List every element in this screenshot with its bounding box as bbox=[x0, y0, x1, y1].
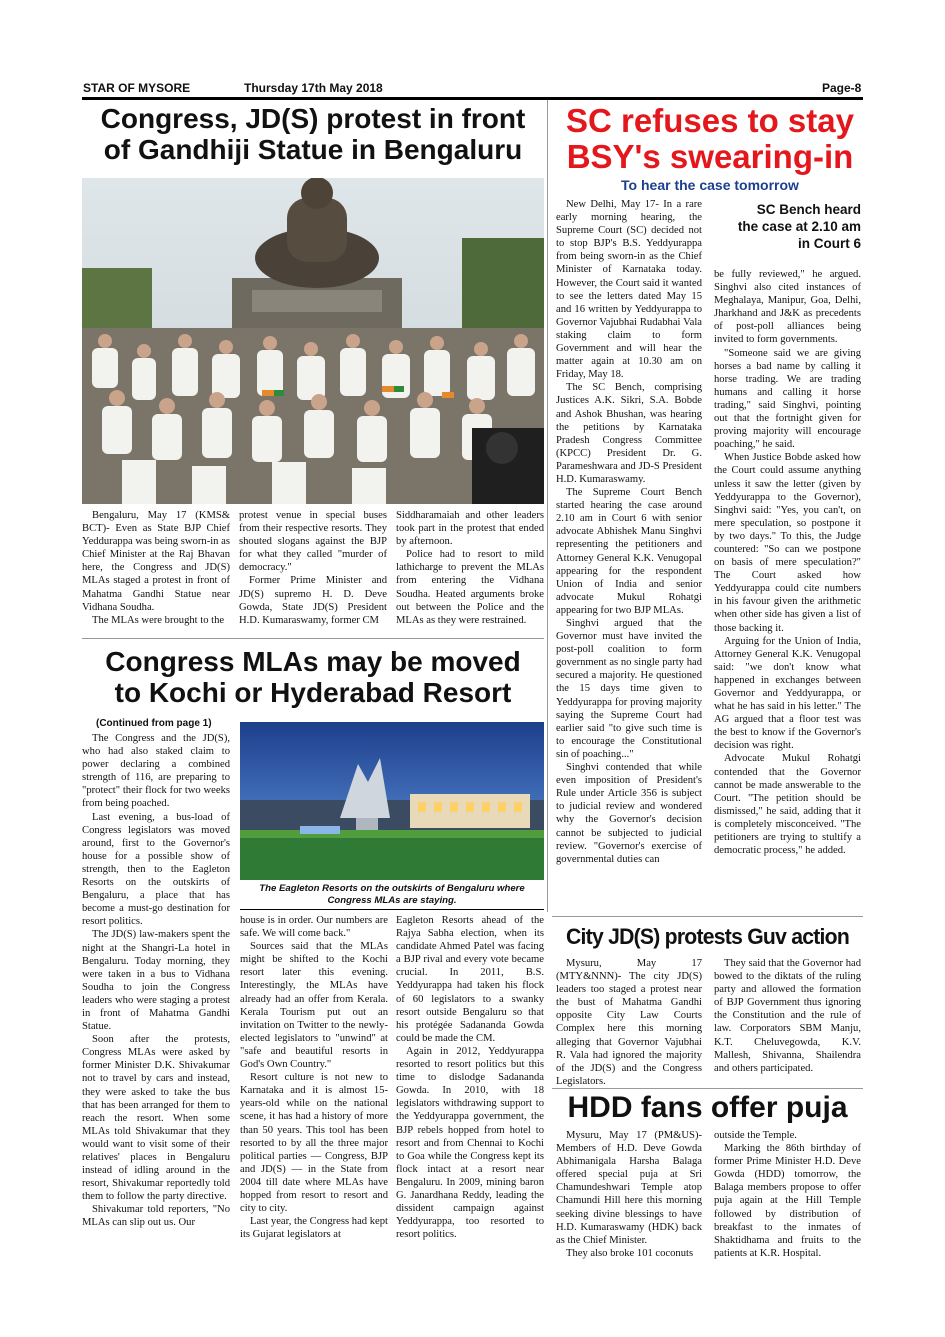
sc-col2-p5: Advocate Mukul Rohatgi contended that the Governor cannot be made answerable to the Court. "The petition should be dismissed," he said, adding that it is completely misconceived. "The petitioners are trying to stultify a democratic process," he added. bbox=[714, 753, 861, 857]
masthead-rule bbox=[82, 97, 863, 100]
sc-box-line2: the case at 2.10 am bbox=[737, 219, 861, 234]
resort-col2-p1: house is in order. Our numbers are safe. We will come back." bbox=[240, 915, 388, 940]
resort-col1-p4: Soon after the protests, Congress MLAs were asked by former Minister D.K. Shivakumar not to travel by cars and instead, they were asked to take the bus that has been arranged for them to reach the resort. When some MLAs told Shivakumar that they would want to visit some of their relatives' places in Bengaluru instead of idling around in the resort, Shivakumar reportedly told them to follow the party directive. bbox=[82, 1034, 230, 1203]
sc-column-1 bbox=[556, 198, 702, 866]
city-bottom-rule bbox=[552, 1088, 863, 1089]
sc-headline-line1: SC refuses to stay bbox=[566, 102, 854, 139]
column-divider bbox=[547, 100, 548, 912]
gandhi-col2-p2: Former Prime Minister and JD(S) supremo H. D. Deve Gowda, State JD(S) President H.D. Kumaraswamy, former CM bbox=[239, 575, 387, 626]
resort-col1-p3: The JD(S) law-makers spent the night at the Shangri-La hotel in Bengaluru. Today morning, they were taken in a bus to Vidhana Soudha to join the Congress leaders who were staging a protest in front of Mahatma Gandhi Statue. bbox=[82, 929, 230, 1033]
resort-col1-p1: The Congress and the JD(S), who had also staked claim to power declaring a combined strength of 116, are preparing to "protect" their flock for two weeks from being poached. bbox=[82, 733, 230, 810]
gandhi-column-2 bbox=[239, 509, 387, 627]
resort-photo-caption bbox=[240, 883, 544, 907]
resort-caption-line2: Congress MLAs are staying. bbox=[327, 895, 457, 906]
resort-headline bbox=[82, 646, 544, 709]
resort-column-3 bbox=[396, 914, 544, 1241]
gandhi-col1-p2: The MLAs were brought to the bbox=[92, 614, 225, 626]
gandhi-col2-p1: protest venue in special buses from their respective resorts. They shouted slogans against the BJP for what they called "murder of democracy." bbox=[239, 510, 387, 574]
resort-col2-p2: Sources said that the MLAs might be shifted to the Kochi resort later this evening. Interestingly, the MLAs have already had an offer from Kerala. Kerala Tourism put out an invitation on Twitter to the newly-elected legislators to "unwind" at "safe and beautiful resorts in God's Own Country." bbox=[240, 941, 388, 1071]
hdd-headline: HDD fans offer puja bbox=[567, 1091, 848, 1124]
eagleton-resort-photo bbox=[240, 722, 544, 880]
gandhi-headline bbox=[82, 103, 544, 166]
resort-col2-p4: Last year, the Congress had kept its Gujarat legislators at bbox=[240, 1216, 388, 1241]
resort-col3-p1: Eagleton Resorts ahead of the Rajya Sabha election, when its candidate Ahmed Patel was facing a BJP rival and every vote became crucial. In 2011, B.S. Yeddyurappa had taken his flock of 60 legislators to a swanky resort outside Bengaluru so that his protégée Sadananda Gowda could be made the CM. bbox=[396, 915, 544, 1044]
issue-date: Thursday 17th May 2018 bbox=[244, 81, 383, 95]
gandhi-headline-line1: Congress, JD(S) protest in front bbox=[100, 103, 526, 134]
gandhi-column-1 bbox=[82, 509, 230, 627]
city-column-1 bbox=[556, 957, 702, 1088]
city-headline: City JD(S) protests Guv action bbox=[566, 924, 849, 949]
sc-col2-p4: Arguing for the Union of India, Attorney General K.K. Venugopal said: "we don't know what happened in exchanges between Governor and Yeddyurappa, or what he has said in his letter." The AG argued that a floor test was the best to know if the Governor's decision was right. bbox=[714, 635, 861, 752]
hdd-column-1 bbox=[556, 1129, 702, 1260]
sc-col1-p1: New Delhi, May 17- In a rare early morning hearing, the Supreme Court (SC) decided not to stop BJP's B.S. Yeddyurappa from being sworn-in as the Chief Minister of Karnataka today. However, the Court said it wanted to see the letters dated May 15 and 16 written by Yeddyurappa to Governor Vajubhai Rudabhai Vala staking claim to form Government and will hear the matter again at 10.30 am on Friday, May 18. bbox=[556, 199, 702, 381]
resort-col3-p2: Again in 2012, Yeddyurappa resorted to resort politics but this time to dislodge Sadananda Gowda. In 2010, with 18 legislators withdrawing support to the Yeddyurappa government, the BJP rebels hopped from hotel to resort and from Chennai to Kochi to Goa while the Congress kept its flock intact at a resort near Bengaluru. In 2009, mining baron G. Janardhana Reddy, leading the dissident campaign against Yeddyurappa, too resorted to resort politics. bbox=[396, 1045, 544, 1241]
hdd-col2-p1: outside the Temple. bbox=[714, 1130, 797, 1141]
sc-col1-p5: Singhvi contended that while even imposition of President's Rule under Article 356 is subject to judicial review and wondered why the Governor's decision cannot be subjected to judicial review. "Governor's exercise of governmental duties can bbox=[556, 762, 702, 865]
gandhi-statue-protest-photo bbox=[82, 178, 544, 504]
sc-bottom-rule bbox=[552, 916, 863, 917]
sc-box-heading bbox=[714, 201, 861, 252]
city-col2-p1: They said that the Governor had bowed to the diktats of the ruling party and allowed the formation of BJP Government thus ignoring the Constitution and the rule of law. Corporators SBM Manju, K.T. Cheluvegowda, K.V. Mallesh, Shivanna, Shailendra and others participated. bbox=[714, 958, 861, 1074]
city-col1-p1: Mysuru, May 17 (MTY&NNN)- The city JD(S) leaders too staged a protest near the bust of Mahatma Gandhi opposite City Law Courts Complex here this morning alleging that Governor Vajubhai R. Vala had ignored the majority of the JD(S) and the Congress Legislators. bbox=[556, 958, 702, 1087]
page-number: Page-8 bbox=[822, 81, 862, 95]
resort-headline-line2: to Kochi or Hyderabad Resort bbox=[114, 677, 512, 709]
sc-column-2 bbox=[714, 268, 861, 857]
sc-col1-p4: Singhvi argued that the Governor must have invited the post-poll coalition to form government as no single party had secured a majority. He questioned the 15 days time given to Yeddyurappa for proving majority saying the Supreme Court had earlier said "to give such time is to encourage the Constitutional sin of poaching..." bbox=[556, 618, 702, 760]
hdd-col1-p1: Mysuru, May 17 (PM&US)- Members of H.D. Deve Gowda Abhimanigala Harsha Balaga offered special puja at Sri Chamundeshwari Temple atop Chamundi Hill here this morning seeking divine blessings to have H.D. Kumaraswamy (HDK) back as the Chief Minister. bbox=[556, 1130, 702, 1246]
section-divider bbox=[82, 638, 544, 639]
caption-rule bbox=[240, 909, 544, 910]
sc-col2-p3: When Justice Bobde asked how the Court could assume anything unless it saw the letter (given by Yeddyurappa to the Governor), Singhvi said: "Yes, you can't, on mere speculation, so postpone it by two days." To this, the Judge countered: "So can we postpone on basis of mere speculation?" The Court asked how Yeddyurappa could cite numbers in his favour given the arithmetic when other side has given a list of those backing it. bbox=[714, 452, 861, 634]
resort-column-2 bbox=[240, 914, 388, 1241]
hdd-col1-p2: They also broke 101 coconuts bbox=[566, 1247, 694, 1259]
city-column-2 bbox=[714, 957, 861, 1075]
sc-subhead: To hear the case tomorrow bbox=[621, 177, 799, 193]
gandhi-col3-p1: Siddharamaiah and other leaders took part in the protest that ended by afternoon. bbox=[396, 510, 544, 548]
paper-name: STAR OF MYSORE bbox=[83, 81, 191, 95]
gandhi-column-3 bbox=[396, 509, 544, 627]
continued-note: (Continued from page 1) bbox=[96, 718, 212, 729]
hdd-col2-p2: Marking the 86th birthday of former Prime Minister H.D. Deve Gowda (HDD) tomorrow, the Balaga members propose to offer puja again at the Hill Temple followed by distribution of breakfast to the inmates of Shaktidhama and fruits to the patients at K.R. Hospital. bbox=[714, 1143, 861, 1259]
resort-col1-p5: Shivakumar told reporters, "No MLAs can slip out us. Our bbox=[82, 1204, 230, 1229]
sc-headline-line2: BSY's swearing-in bbox=[566, 138, 854, 175]
hdd-column-2 bbox=[714, 1129, 861, 1260]
sc-col1-p2: The SC Bench, comprising Justices A.K. Sikri, S.A. Bobde and Ashok Bhushan, was hearing the petitions by Karnataka Pradesh Congress Committee (KPCC) President Dr. G. Parameshwara and JD-S President H.D. Kumaraswamy. bbox=[556, 382, 702, 485]
sc-box-line3: in Court 6 bbox=[798, 236, 861, 251]
sc-box-line1: SC Bench heard bbox=[756, 202, 861, 217]
resort-col2-p3: Resort culture is not new to Karnataka and it is almost 15-years-old while on the national scene, it has had a history of more than 50 years. This tool has been resorted to by all the three major political parties — Congress, BJP and JD(S) — in the State from 2004 till date where MLAs have hopped from resort to resort and city to city. bbox=[240, 1072, 388, 1215]
sc-col2-p1: be fully reviewed," he argued. Singhvi also cited instances of Meghalaya, Manipur, Goa, Delhi, Jharkhand and J&K as precedents of post-poll alliances being invited to form governments. bbox=[714, 269, 861, 346]
resort-column-1 bbox=[82, 732, 230, 1230]
sc-headline bbox=[552, 103, 868, 175]
sc-col1-p3: The Supreme Court Bench started hearing the case around 2.10 am in Court 6 with senior advocate Abhishek Manu Singhvi representing the petitioners and Attorney General K.K. Venugopal appearing for the respondent Union of India and senior advocate Mukul Rohatgi appearing for two BJP MLAs. bbox=[556, 487, 702, 616]
gandhi-col1-p1: Bengaluru, May 17 (KMS& BCT)- Even as State BJP Chief Yeddurappa was being sworn-in as Chief Minister at the Raj Bhavan here, the Congress and JD(S) MLAs staged a protest in front of Mahatma Gandhi Statue near Vidhana Soudha. bbox=[82, 510, 230, 613]
gandhi-headline-line2: of Gandhiji Statue in Bengaluru bbox=[103, 134, 523, 166]
resort-headline-line1: Congress MLAs may be moved bbox=[105, 646, 521, 677]
gandhi-col3-p2: Police had to resort to mild lathicharge to prevent the MLAs from entering the Vidhana Soudha. Heated arguments broke out between the Police and the MLAs as they were restrained. bbox=[396, 549, 544, 626]
sc-col2-p2: "Someone said we are giving horses a bad name by calling it horse trading. We are trading humans and calling it horse trading," said Singhvi, pointing out that the fortnight given for proving majority will encourage poaching," he said. bbox=[714, 347, 861, 451]
resort-col1-p2: Last evening, a bus-load of Congress legislators was moved around, first to the Governor's house for a possible show of strength, then to the Eagleton Resorts on the outskirts of Bengaluru, a place that has become a must-go destination for resort politics. bbox=[82, 811, 230, 928]
resort-caption-line1: The Eagleton Resorts on the outskirts of Bengaluru where bbox=[259, 883, 525, 894]
